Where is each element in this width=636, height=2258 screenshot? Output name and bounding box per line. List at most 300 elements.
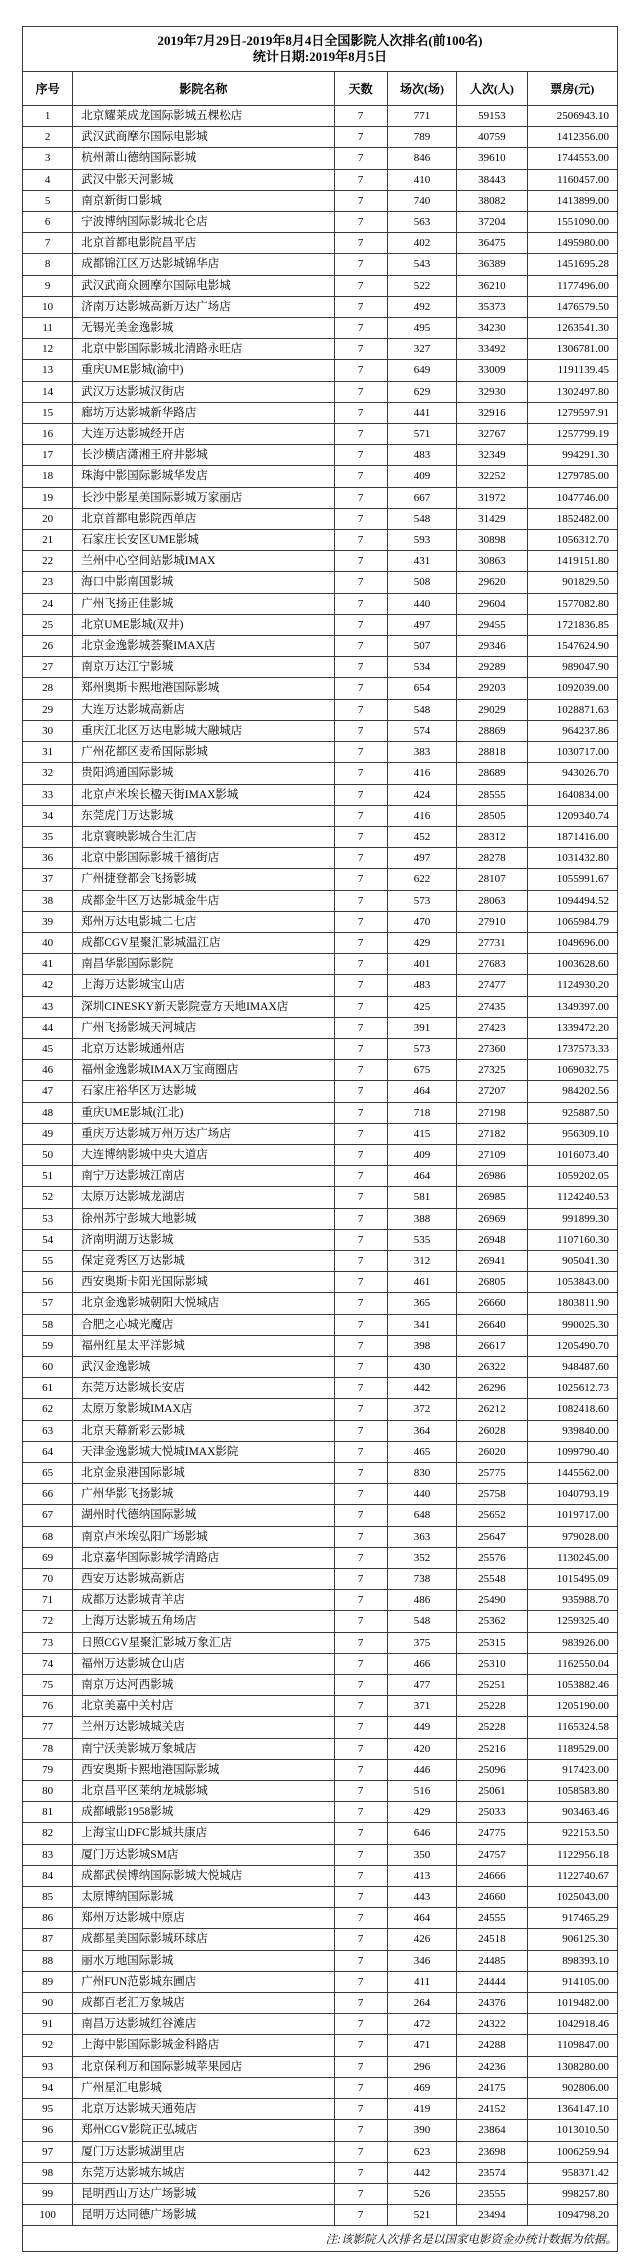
rank-cell: 34 [23,805,73,826]
attendance-cell: 25652 [457,1505,527,1526]
rank-cell: 18 [23,466,73,487]
table-row [23,487,618,508]
boxoffice-cell: 1099790.40 [527,1441,618,1462]
sessions-cell: 391 [387,1017,456,1038]
rank-cell: 5 [23,190,73,211]
table-row [23,1081,618,1102]
days-cell: 7 [334,1717,387,1738]
table-row [23,1166,618,1187]
boxoffice-cell: 1205490.70 [527,1335,618,1356]
table-row [23,1505,618,1526]
rank-cell: 9 [23,275,73,296]
rank-cell: 36 [23,848,73,869]
rank-cell: 71 [23,1590,73,1611]
attendance-cell: 25216 [457,1738,527,1759]
attendance-cell: 23555 [457,2183,527,2204]
cinema-name-cell: 广州捷登都会飞扬影城 [73,869,334,890]
days-cell: 7 [334,530,387,551]
boxoffice-cell: 998257.80 [527,2183,618,2204]
attendance-cell: 26020 [457,1441,527,1462]
table-row [23,1060,618,1081]
days-cell: 7 [334,1123,387,1144]
days-cell: 7 [334,720,387,741]
table-row [23,424,618,445]
days-cell: 7 [334,763,387,784]
attendance-cell: 27731 [457,932,527,953]
sessions-cell: 390 [387,2120,456,2141]
cinema-name-cell: 西安奥斯卡阳光国际影城 [73,1272,334,1293]
rank-cell: 26 [23,636,73,657]
table-row [23,1547,618,1568]
attendance-cell: 23864 [457,2120,527,2141]
rank-cell: 38 [23,890,73,911]
ranking-table-body [23,106,618,2226]
days-cell: 7 [334,784,387,805]
cinema-name-cell: 北京首都电影院昌平店 [73,233,334,254]
report-title-line2: 统计日期:2019年8月5日 [252,49,388,64]
boxoffice-cell: 1013010.50 [527,2120,618,2141]
attendance-cell: 33009 [457,360,527,381]
table-row [23,212,618,233]
boxoffice-cell: 1191139.45 [527,360,618,381]
attendance-cell: 33492 [457,339,527,360]
table-row [23,1399,618,1420]
cinema-name-cell: 广州花都区麦希国际影城 [73,742,334,763]
attendance-cell: 24322 [457,2014,527,2035]
rank-cell: 72 [23,1611,73,1632]
attendance-cell: 26640 [457,1314,527,1335]
column-header-days: 天数 [334,72,387,106]
rank-cell: 14 [23,381,73,402]
days-cell: 7 [334,848,387,869]
rank-cell: 45 [23,1038,73,1059]
cinema-name-cell: 郑州万达影城中原店 [73,1908,334,1929]
attendance-cell: 23494 [457,2205,527,2226]
column-header-attendance: 人次(人) [457,72,527,106]
sessions-cell: 415 [387,1123,456,1144]
cinema-name-cell: 深圳CINESKY新天影院壹方天地IMAX店 [73,996,334,1017]
rank-cell: 98 [23,2162,73,2183]
rank-cell: 19 [23,487,73,508]
attendance-cell: 25315 [457,1632,527,1653]
cinema-name-cell: 广州飞扬正佳影城 [73,593,334,614]
column-header-row [23,72,618,106]
attendance-cell: 28689 [457,763,527,784]
rank-cell: 67 [23,1505,73,1526]
boxoffice-cell: 922153.50 [527,1823,618,1844]
table-row [23,2120,618,2141]
sessions-cell: 465 [387,1441,456,1462]
sessions-cell: 372 [387,1399,456,1420]
attendance-cell: 28107 [457,869,527,890]
cinema-name-cell: 上海宝山DFC影城共康店 [73,1823,334,1844]
rank-cell: 91 [23,2014,73,2035]
sessions-cell: 429 [387,932,456,953]
boxoffice-cell: 991899.30 [527,1208,618,1229]
sessions-cell: 486 [387,1590,456,1611]
rank-cell: 40 [23,932,73,953]
rank-cell: 66 [23,1484,73,1505]
attendance-cell: 28555 [457,784,527,805]
days-cell: 7 [334,636,387,657]
rank-cell: 81 [23,1802,73,1823]
rank-cell: 32 [23,763,73,784]
table-row [23,275,618,296]
boxoffice-cell: 1721836.85 [527,614,618,635]
attendance-cell: 23698 [457,2141,527,2162]
cinema-name-cell: 南京卢米埃弘阳广场影城 [73,1526,334,1547]
sessions-cell: 470 [387,911,456,932]
days-cell: 7 [334,1250,387,1271]
rank-cell: 77 [23,1717,73,1738]
rank-cell: 16 [23,424,73,445]
cinema-name-cell: 北京金泉港国际影城 [73,1463,334,1484]
days-cell: 7 [334,360,387,381]
days-cell: 7 [334,826,387,847]
days-cell: 7 [334,1144,387,1165]
sessions-cell: 352 [387,1547,456,1568]
days-cell: 7 [334,1823,387,1844]
attendance-cell: 34230 [457,318,527,339]
cinema-name-cell: 厦门万达影城SM店 [73,1844,334,1865]
cinema-name-cell: 北京万达影城天通苑店 [73,2099,334,2120]
rank-cell: 80 [23,1781,73,1802]
cinema-name-cell: 无锡光美金逸影城 [73,318,334,339]
days-cell: 7 [334,2120,387,2141]
cinema-name-cell: 西安万达影城高新店 [73,1569,334,1590]
rank-cell: 41 [23,954,73,975]
attendance-cell: 25576 [457,1547,527,1568]
attendance-cell: 23574 [457,2162,527,2183]
rank-cell: 4 [23,169,73,190]
attendance-cell: 26660 [457,1293,527,1314]
boxoffice-cell: 1055991.67 [527,869,618,890]
sessions-cell: 464 [387,1081,456,1102]
attendance-cell: 28869 [457,720,527,741]
sessions-cell: 623 [387,2141,456,2162]
boxoffice-cell: 1209340.74 [527,805,618,826]
days-cell: 7 [334,148,387,169]
table-row [23,190,618,211]
boxoffice-cell: 1109847.00 [527,2035,618,2056]
days-cell: 7 [334,318,387,339]
attendance-cell: 24775 [457,1823,527,1844]
days-cell: 7 [334,2141,387,2162]
rank-cell: 57 [23,1293,73,1314]
table-row [23,1675,618,1696]
rank-cell: 63 [23,1420,73,1441]
days-cell: 7 [334,127,387,148]
table-row [23,1738,618,1759]
attendance-cell: 40759 [457,127,527,148]
attendance-cell: 35373 [457,296,527,317]
sessions-cell: 449 [387,1717,456,1738]
boxoffice-cell: 994291.30 [527,445,618,466]
sessions-cell: 548 [387,508,456,529]
table-row [23,1611,618,1632]
sessions-cell: 548 [387,699,456,720]
rank-cell: 78 [23,1738,73,1759]
table-row [23,2035,618,2056]
sessions-cell: 667 [387,487,456,508]
days-cell: 7 [334,1844,387,1865]
table-row [23,2162,618,2183]
boxoffice-cell: 1042918.46 [527,2014,618,2035]
boxoffice-cell: 1551090.00 [527,212,618,233]
attendance-cell: 24376 [457,1993,527,2014]
rank-cell: 6 [23,212,73,233]
table-row [23,318,618,339]
days-cell: 7 [334,996,387,1017]
attendance-cell: 37204 [457,212,527,233]
rank-cell: 25 [23,614,73,635]
table-row [23,1823,618,1844]
sessions-cell: 581 [387,1187,456,1208]
boxoffice-cell: 1059202.05 [527,1166,618,1187]
cinema-name-cell: 长沙中影星美国际影城万家丽店 [73,487,334,508]
days-cell: 7 [334,190,387,211]
cinema-name-cell: 上海万达影城五角场店 [73,1611,334,1632]
cinema-name-cell: 太原万象影城IMAX店 [73,1399,334,1420]
attendance-cell: 25251 [457,1675,527,1696]
table-row [23,1208,618,1229]
sessions-cell: 452 [387,826,456,847]
rank-cell: 27 [23,657,73,678]
rank-cell: 83 [23,1844,73,1865]
table-row [23,1144,618,1165]
attendance-cell: 29620 [457,572,527,593]
rank-cell: 24 [23,593,73,614]
days-cell: 7 [334,1675,387,1696]
boxoffice-cell: 1279597.91 [527,402,618,423]
cinema-name-cell: 日照CGV星聚汇影城万象汇店 [73,1632,334,1653]
attendance-cell: 26296 [457,1378,527,1399]
boxoffice-cell: 1160457.00 [527,169,618,190]
table-row [23,593,618,614]
boxoffice-cell: 1871416.00 [527,826,618,847]
table-row [23,1802,618,1823]
boxoffice-cell: 1056312.70 [527,530,618,551]
sessions-cell: 543 [387,254,456,275]
rank-cell: 29 [23,699,73,720]
sessions-cell: 522 [387,275,456,296]
rank-cell: 52 [23,1187,73,1208]
boxoffice-cell: 2506943.10 [527,106,618,127]
attendance-cell: 32916 [457,402,527,423]
attendance-cell: 25228 [457,1717,527,1738]
cinema-name-cell: 成都武侯博纳国际影城大悦城店 [73,1865,334,1886]
attendance-cell: 24152 [457,2099,527,2120]
table-row [23,869,618,890]
sessions-cell: 409 [387,1144,456,1165]
days-cell: 7 [334,254,387,275]
cinema-name-cell: 重庆UME影城(渝中) [73,360,334,381]
cinema-name-cell: 郑州万达电影城二七店 [73,911,334,932]
cinema-name-cell: 太原万达影城龙湖店 [73,1187,334,1208]
boxoffice-cell: 902806.00 [527,2077,618,2098]
sessions-cell: 411 [387,1971,456,1992]
boxoffice-cell: 939840.00 [527,1420,618,1441]
days-cell: 7 [334,1802,387,1823]
cinema-name-cell: 昆明西山万达广场影城 [73,2183,334,2204]
table-row [23,954,618,975]
attendance-cell: 24288 [457,2035,527,2056]
sessions-cell: 472 [387,2014,456,2035]
boxoffice-cell: 1130245.00 [527,1547,618,1568]
sessions-cell: 312 [387,1250,456,1271]
attendance-cell: 27109 [457,1144,527,1165]
rank-cell: 95 [23,2099,73,2120]
rank-cell: 69 [23,1547,73,1568]
cinema-name-cell: 北京万达影城通州店 [73,1038,334,1059]
table-row [23,1038,618,1059]
sessions-cell: 425 [387,996,456,1017]
cinema-name-cell: 广州飞扬影城天河城店 [73,1017,334,1038]
cinema-name-cell: 南京万达江宁影城 [73,657,334,678]
table-row [23,1229,618,1250]
days-cell: 7 [334,1865,387,1886]
column-header-sessions: 场次(场) [387,72,456,106]
cinema-name-cell: 成都万达影城青羊店 [73,1590,334,1611]
rank-cell: 59 [23,1335,73,1356]
boxoffice-cell: 898393.10 [527,1950,618,1971]
cinema-name-cell: 丽水万地国际影城 [73,1950,334,1971]
rank-cell: 12 [23,339,73,360]
boxoffice-cell: 1016073.40 [527,1144,618,1165]
attendance-cell: 29289 [457,657,527,678]
days-cell: 7 [334,1038,387,1059]
cinema-name-cell: 南京万达河西影城 [73,1675,334,1696]
attendance-cell: 28312 [457,826,527,847]
days-cell: 7 [334,657,387,678]
attendance-cell: 36475 [457,233,527,254]
attendance-cell: 25775 [457,1463,527,1484]
table-row [23,1484,618,1505]
attendance-cell: 32349 [457,445,527,466]
rank-cell: 79 [23,1759,73,1780]
rank-cell: 74 [23,1653,73,1674]
sessions-cell: 424 [387,784,456,805]
rank-cell: 94 [23,2077,73,2098]
days-cell: 7 [334,2035,387,2056]
days-cell: 7 [334,296,387,317]
boxoffice-cell: 1852482.00 [527,508,618,529]
table-row [23,1463,618,1484]
attendance-cell: 29029 [457,699,527,720]
table-row [23,1781,618,1802]
cinema-name-cell: 东莞万达影城东城店 [73,2162,334,2183]
sessions-cell: 466 [387,1653,456,1674]
boxoffice-cell: 1082418.60 [527,1399,618,1420]
rank-cell: 2 [23,127,73,148]
attendance-cell: 25228 [457,1696,527,1717]
sessions-cell: 534 [387,657,456,678]
cinema-name-cell: 成都星美国际影城环球店 [73,1929,334,1950]
cinema-name-cell: 兰州中心空间站影城IMAX [73,551,334,572]
table-row [23,1102,618,1123]
table-row [23,1590,618,1611]
days-cell: 7 [334,2183,387,2204]
cinema-name-cell: 大连万达影城高新店 [73,699,334,720]
attendance-cell: 27477 [457,975,527,996]
sessions-cell: 508 [387,572,456,593]
rank-cell: 88 [23,1950,73,1971]
table-row [23,784,618,805]
table-row [23,1123,618,1144]
days-cell: 7 [334,742,387,763]
cinema-name-cell: 重庆江北区万达电影城大融城店 [73,720,334,741]
days-cell: 7 [334,805,387,826]
cinema-name-cell: 北京嘉华国际影城学清路店 [73,1547,334,1568]
boxoffice-cell: 958371.42 [527,2162,618,2183]
sessions-cell: 443 [387,1887,456,1908]
sessions-cell: 573 [387,1038,456,1059]
attendance-cell: 25061 [457,1781,527,1802]
sessions-cell: 563 [387,212,456,233]
boxoffice-cell: 1003628.60 [527,954,618,975]
days-cell: 7 [334,1335,387,1356]
table-row [23,1314,618,1335]
cinema-name-cell: 东莞虎门万达影城 [73,805,334,826]
sessions-cell: 492 [387,296,456,317]
attendance-cell: 26985 [457,1187,527,1208]
table-row [23,296,618,317]
table-row [23,1293,618,1314]
rank-cell: 43 [23,996,73,1017]
boxoffice-cell: 1364147.10 [527,2099,618,2120]
rank-cell: 75 [23,1675,73,1696]
sessions-cell: 442 [387,1378,456,1399]
days-cell: 7 [334,699,387,720]
table-row [23,1187,618,1208]
cinema-name-cell: 上海万达影城宝山店 [73,975,334,996]
footer-note-row [23,2226,618,2252]
cinema-name-cell: 北京美嘉中关村店 [73,1696,334,1717]
attendance-cell: 25033 [457,1802,527,1823]
cinema-name-cell: 北京卢米埃长楹天街IMAX影城 [73,784,334,805]
cinema-name-cell: 广州华影飞扬影城 [73,1484,334,1505]
boxoffice-cell: 1640834.00 [527,784,618,805]
boxoffice-cell: 1577082.80 [527,593,618,614]
boxoffice-cell: 1308280.00 [527,2056,618,2077]
table-row [23,148,618,169]
boxoffice-cell: 914105.00 [527,1971,618,1992]
table-row [23,1865,618,1886]
boxoffice-cell: 1030717.00 [527,742,618,763]
table-row [23,614,618,635]
sessions-cell: 646 [387,1823,456,1844]
rank-cell: 65 [23,1463,73,1484]
days-cell: 7 [334,678,387,699]
sessions-cell: 442 [387,2162,456,2183]
cinema-name-cell: 天津金逸影城大悦城IMAX影院 [73,1441,334,1462]
cinema-name-cell: 贵阳鸿通国际影城 [73,763,334,784]
sessions-cell: 429 [387,1802,456,1823]
days-cell: 7 [334,1356,387,1377]
days-cell: 7 [334,1611,387,1632]
sessions-cell: 416 [387,805,456,826]
boxoffice-cell: 956309.10 [527,1123,618,1144]
cinema-name-cell: 武汉中影天河影城 [73,169,334,190]
sessions-cell: 296 [387,2056,456,2077]
rank-cell: 47 [23,1081,73,1102]
cinema-name-cell: 保定竞秀区万达影城 [73,1250,334,1271]
sessions-cell: 622 [387,869,456,890]
cinema-name-cell: 大连万达影城经开店 [73,424,334,445]
rank-cell: 90 [23,1993,73,2014]
boxoffice-cell: 1094494.52 [527,890,618,911]
sessions-cell: 419 [387,2099,456,2120]
